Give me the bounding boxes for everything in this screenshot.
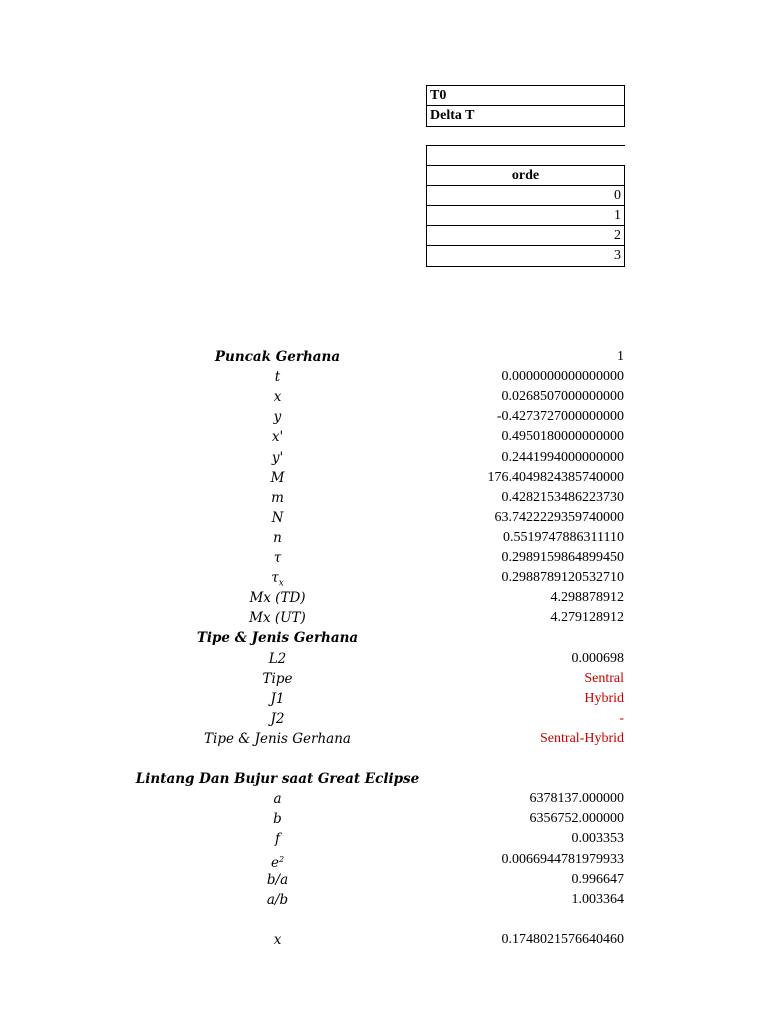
row-label[interactable]: x': [271, 429, 284, 446]
row-label[interactable]: J1: [270, 690, 285, 707]
row-value[interactable]: 0.0066944781979933: [501, 851, 624, 867]
calc-row: [0, 448, 768, 468]
calc-row: [0, 588, 768, 608]
calc-row: [0, 528, 768, 548]
row-value[interactable]: 0.2441994000000000: [501, 449, 624, 465]
calc-row: [0, 548, 768, 568]
row-label[interactable]: L2: [268, 650, 287, 667]
calc-row: [0, 508, 768, 528]
orde-table: [426, 145, 625, 267]
row-label[interactable]: Puncak Gerhana: [214, 349, 341, 365]
orde-table-blank-row[interactable]: [427, 146, 625, 166]
row-label[interactable]: J2: [270, 710, 285, 727]
row-value[interactable]: 4.279128912: [550, 610, 624, 626]
row-label[interactable]: y: [273, 409, 282, 426]
row-value[interactable]: 0.4282153486223730: [501, 489, 624, 505]
calc-row: [0, 649, 768, 669]
row-label[interactable]: $e^2$: [270, 854, 285, 871]
row-value[interactable]: 1.003364: [571, 891, 624, 907]
row-value[interactable]: 6378137.000000: [529, 791, 624, 807]
row-label[interactable]: t: [274, 369, 281, 386]
orde-header[interactable]: orde: [427, 166, 625, 186]
row-label[interactable]: b: [273, 811, 282, 828]
row-label[interactable]: Tipe: [262, 670, 293, 687]
t0-label[interactable]: T0: [427, 86, 624, 106]
calc-row: [0, 568, 768, 588]
row-label[interactable]: n: [273, 529, 282, 546]
calc-row: [0, 628, 768, 648]
row-label[interactable]: f: [275, 831, 280, 848]
calc-row: [0, 709, 768, 729]
calc-row: [0, 870, 768, 890]
row-label[interactable]: Lintang Dan Bujur saat Great Eclipse: [135, 771, 420, 788]
calc-row: [0, 850, 768, 870]
row-label[interactable]: $\tau_x$: [271, 570, 284, 589]
row-label[interactable]: y': [271, 449, 284, 466]
calc-row: [0, 789, 768, 809]
calc-row: [0, 608, 768, 628]
row-label[interactable]: Tipe & Jenis Gerhana: [204, 730, 351, 747]
row-label[interactable]: a: [273, 791, 282, 808]
t0-table: [426, 85, 625, 127]
row-value[interactable]: 1: [617, 349, 624, 364]
row-label[interactable]: Mx (UT): [249, 610, 306, 627]
row-value[interactable]: 6356752.000000: [529, 811, 624, 827]
calc-row: [0, 749, 768, 769]
row-label[interactable]: x: [273, 931, 282, 948]
row-label[interactable]: x: [273, 389, 282, 406]
row-value[interactable]: 176.4049824385740000: [487, 469, 624, 485]
row-value[interactable]: 0.003353: [571, 831, 624, 847]
row-label[interactable]: Mx (TD): [249, 590, 306, 607]
orde-row-0[interactable]: 0: [427, 186, 625, 206]
row-value[interactable]: 0.4950180000000000: [501, 429, 624, 445]
row-value[interactable]: Sentral: [584, 670, 624, 686]
orde-row-1[interactable]: 1: [427, 206, 625, 226]
calc-row: [0, 387, 768, 407]
row-value[interactable]: -: [619, 710, 624, 726]
calc-row: [0, 769, 768, 789]
calc-row: [0, 488, 768, 508]
calc-row: [0, 367, 768, 387]
calc-row: [0, 910, 768, 930]
row-label[interactable]: m: [271, 489, 284, 506]
calc-row: [0, 427, 768, 447]
row-value[interactable]: -0.4273727000000000: [496, 409, 624, 425]
row-value[interactable]: 0.5519747886311110: [503, 529, 624, 545]
row-value[interactable]: 0.000698: [571, 650, 624, 666]
row-value[interactable]: 0.2988789120532710: [501, 570, 624, 586]
row-label[interactable]: N: [271, 509, 284, 526]
row-value[interactable]: 0.0268507000000000: [501, 389, 624, 405]
row-label[interactable]: a/b: [266, 891, 289, 908]
orde-row-2[interactable]: 2: [427, 226, 625, 246]
calc-row: [0, 930, 768, 950]
calc-row: [0, 829, 768, 849]
row-label[interactable]: M: [270, 469, 285, 486]
row-value[interactable]: 63.7422229359740000: [494, 509, 624, 525]
row-label[interactable]: τ: [273, 550, 282, 566]
calc-row: [0, 890, 768, 910]
row-label[interactable]: b/a: [266, 871, 289, 888]
row-value[interactable]: 0.2989159864899450: [501, 550, 624, 565]
row-value[interactable]: 0.0000000000000000: [501, 369, 624, 385]
orde-row-3[interactable]: 3: [427, 246, 625, 266]
row-value[interactable]: 0.996647: [571, 871, 624, 887]
row-value[interactable]: Hybrid: [584, 690, 624, 706]
calc-row: [0, 689, 768, 709]
calc-row: [0, 347, 768, 367]
calc-row: [0, 809, 768, 829]
row-value[interactable]: 0.1748021576640460: [501, 931, 624, 947]
row-label[interactable]: Tipe & Jenis Gerhana: [196, 630, 359, 647]
calc-row: [0, 729, 768, 749]
row-value[interactable]: Sentral-Hybrid: [540, 730, 624, 746]
calc-row: [0, 669, 768, 689]
delta-t-label[interactable]: Delta T: [430, 108, 475, 123]
calc-row: [0, 468, 768, 488]
calc-row: [0, 407, 768, 427]
row-value[interactable]: 4.298878912: [550, 590, 624, 606]
